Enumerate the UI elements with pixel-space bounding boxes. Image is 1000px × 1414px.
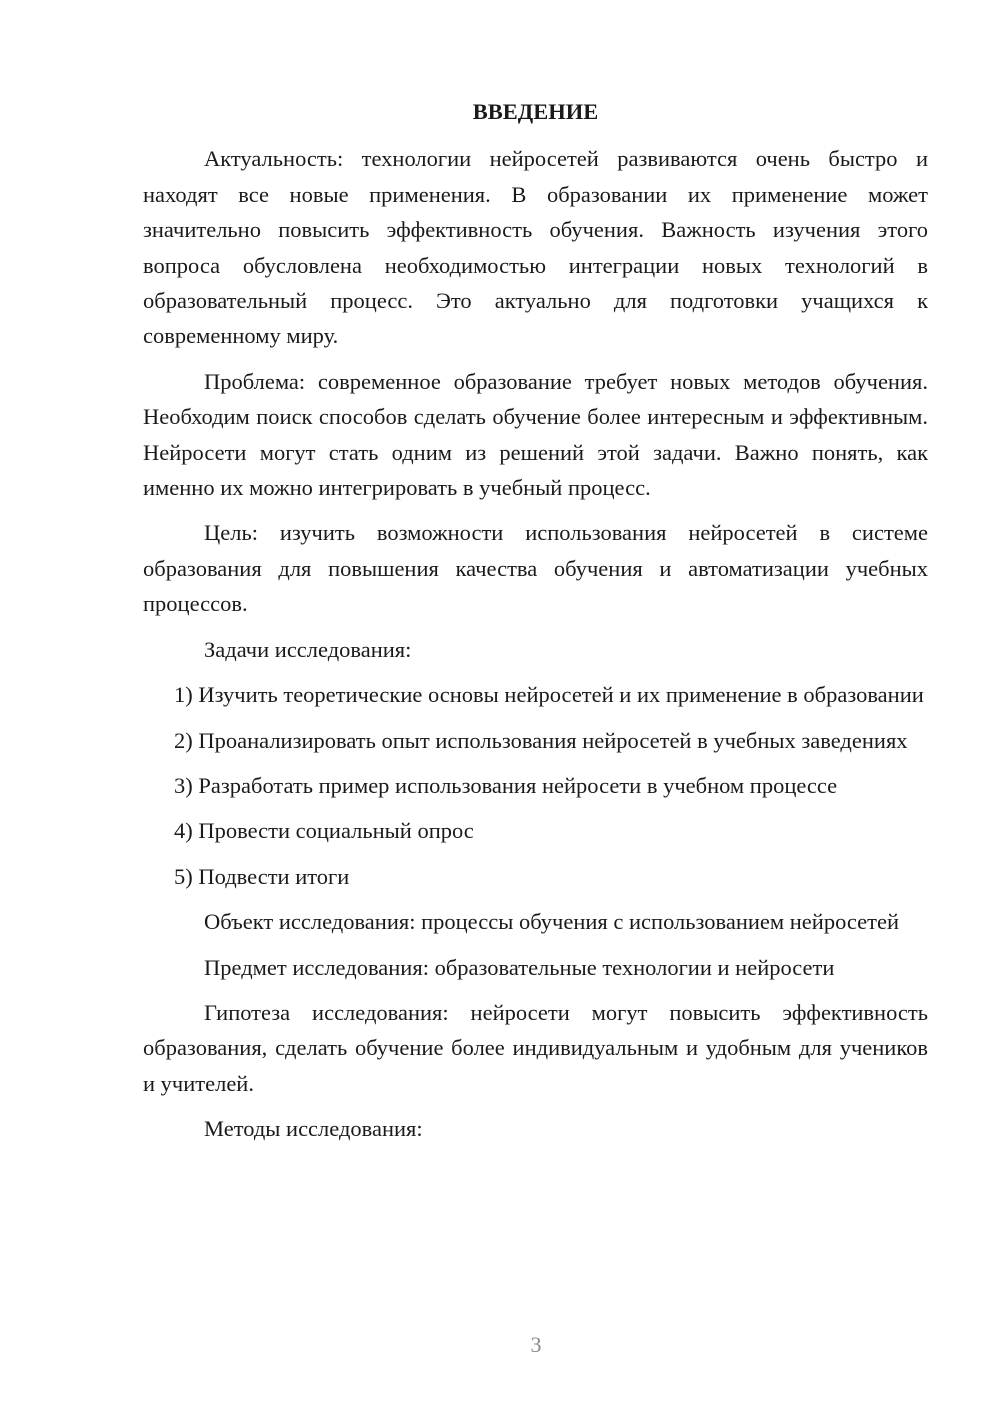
task-item: 2) Проанализировать опыт использования нейросетей в учебных заведениях (174, 727, 908, 753)
section-title: ВВЕДЕНИЕ (472, 99, 599, 124)
goal-paragraph: Цель: изучить возможности использования нейросетей в системе образования для повышения качества обучения и автоматизации учебных процессов. (143, 520, 928, 617)
task-item: 1) Изучить теоретические основы нейросетей и их применение в образовании (174, 682, 924, 708)
task-item: 4) Провести социальный опрос (174, 818, 474, 844)
page-number: 3 (530, 1332, 542, 1357)
methods-heading: Методы исследования: (204, 1116, 423, 1142)
page-content (143, 94, 928, 1157)
object-paragraph: Объект исследования: процессы обучения с использованием нейросетей (204, 909, 900, 935)
problem-paragraph: Проблема: современное образование требует новых методов обучения. Необходим поиск способов сделать обучение более интересным и эффективным. Нейросети могут стать одним из решений этой задачи. Важно понять, как именно их можно интегрировать в учебный процесс. (143, 368, 928, 501)
tasks-heading: Задачи исследования: (204, 636, 412, 662)
subject-paragraph: Предмет исследования: образовательные технологии и нейросети (204, 954, 835, 980)
task-item: 5) Подвести итоги (174, 863, 350, 889)
hypothesis-paragraph: Гипотеза исследования: нейросети могут повысить эффективность образования, сделать обучение более индивидуальным и удобным для учеников и учителей. (143, 999, 928, 1096)
relevance-paragraph: Актуальность: технологии нейросетей развиваются очень быстро и находят все новые применения. В образовании их применение может значительно повысить эффективность обучения. Важность изучения этого вопроса обусловлена необходимостью интеграции новых технологий в образовательный процесс. Это актуально для подготовки учащихся к современному миру. (143, 146, 928, 349)
task-item: 3) Разработать пример использования нейросети в учебном процессе (174, 772, 838, 798)
